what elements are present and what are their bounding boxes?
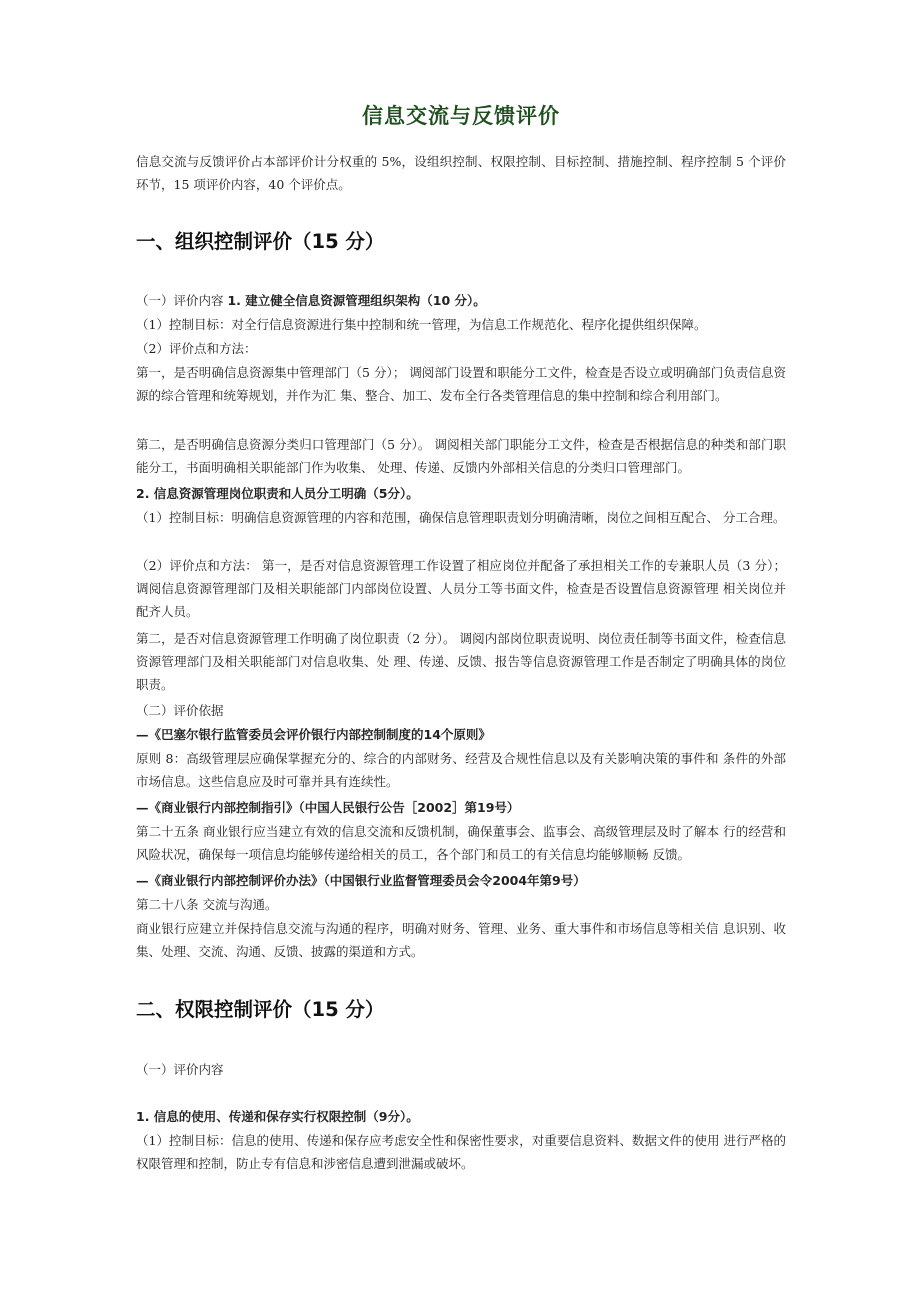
eval-point-1: 第一，是否明确信息资源集中管理部门（5 分）； 调阅部门设置和职能分工文件，检查是否设立或明确部门负责信息资源的综合管理和统筹规划，并作为汇 集、整合、加工、发布全行各类管理信息的集中控制和综合利用部门。 bbox=[136, 365, 786, 403]
eval-point-2: 第二，是否明确信息资源分类归口管理部门（5 分）。 调阅相关部门职能分工文件，检查是否根据信息的种类和部门职能分工，书面明确相关职能部门作为收集、 处理、传递、反馈内外部相关信息的分类归口管理部门。 bbox=[136, 437, 786, 475]
section2-item1-title: 1. 信息的使用、传递和保存实行权限控制（9分）。 bbox=[136, 1109, 419, 1124]
section2-control-goal-1: （1）控制目标：信息的使用、传递和保存应考虑安全性和保密性要求，对重要信息资料、数据文件的使用 进行严格的权限管理和控制，防止专有信息和涉密信息遭到泄漏或破坏。 bbox=[136, 1133, 786, 1171]
method-label-1: （2）评价点和方法： bbox=[136, 341, 257, 356]
basis1-text: 原则 8：高级管理层应确保掌握充分的、综合的内部财务、经营及合规性信息以及有关影响决策的事件和 条件的外部市场信息。这些信息应及时可靠并具有连续性。 bbox=[136, 751, 786, 789]
control-goal-1: （1）控制目标：对全行信息资源进行集中控制和统一管理，为信息工作规范化、程序化提供组织保障。 bbox=[136, 317, 707, 332]
intro-paragraph: 信息交流与反馈评价占本部评价计分权重的 5%，设组织控制、权限控制、目标控制、措施控制、程序控制 5 个评价环节，15 项评价内容，40 个评价点。 bbox=[136, 154, 786, 192]
section2-content-label: （一）评价内容 bbox=[136, 1062, 224, 1077]
document-title: 信息交流与反馈评价 bbox=[362, 104, 560, 128]
basis2-title: —《商业银行内部控制指引》（中国人民银行公告［2002］第19号） bbox=[136, 800, 520, 815]
basis-label: （二）评价依据 bbox=[136, 703, 224, 718]
content-prefix: （一）评价内容 bbox=[136, 293, 228, 308]
control-goal-2: （1）控制目标：明确信息资源管理的内容和范围，确保信息管理职责划分明确清晰，岗位之间相互配合、 分工合理。 bbox=[136, 510, 786, 525]
section1-heading: 一、组织控制评价（15 分） bbox=[136, 230, 385, 253]
eval-point-4: 第二，是否对信息资源管理工作明确了岗位职责（2 分）。 调阅内部岗位职责说明、岗位责任制等书面文件，检查信息资源管理部门及相关职能部门对信息收集、处 理、传递、反馈、报告等信息资源管理工作是否制定了明确具体的岗位职责。 bbox=[136, 631, 786, 692]
section2-heading: 二、权限控制评价（15 分） bbox=[136, 998, 385, 1021]
content-item2-title: 2. 信息资源管理岗位职责和人员分工明确（5分）。 bbox=[136, 486, 419, 501]
basis3-title: —《商业银行内部控制评价办法》（中国银行业监督管理委员会令2004年第9号） bbox=[136, 873, 586, 888]
basis2-text: 第二十五条 商业银行应当建立有效的信息交流和反馈机制，确保董事会、监事会、高级管理层及时了解本 行的经营和风险状况，确保每一项信息均能够传递给相关的员工，各个部门和员工的有关信息均能够顺畅 反馈。 bbox=[136, 824, 786, 862]
basis3-text: 商业银行应建立并保持信息交流与沟通的程序，明确对财务、管理、业务、重大事件和市场信息等相关信 息识别、收集、处理、交流、沟通、反馈、披露的渠道和方式。 bbox=[136, 921, 786, 959]
content-item1-title: 1. 建立健全信息资源管理组织架构（10 分）。 bbox=[227, 293, 486, 308]
basis1-title: —《巴塞尔银行监管委员会评价银行内部控制制度的14个原则》 bbox=[136, 727, 491, 742]
basis3-article: 第二十八条 交流与沟通。 bbox=[136, 897, 278, 912]
eval-point-3: （2）评价点和方法： 第一，是否对信息资源管理工作设置了相应岗位并配备了承担相关工作的专兼职人员（3 分）； 调阅信息资源管理部门及相关职能部门内部岗位设置、人员分工等书面文件，检查是否设置信息资源管理 相关岗位并配齐人员。 bbox=[136, 558, 786, 619]
section1-content-line bbox=[136, 289, 786, 312]
